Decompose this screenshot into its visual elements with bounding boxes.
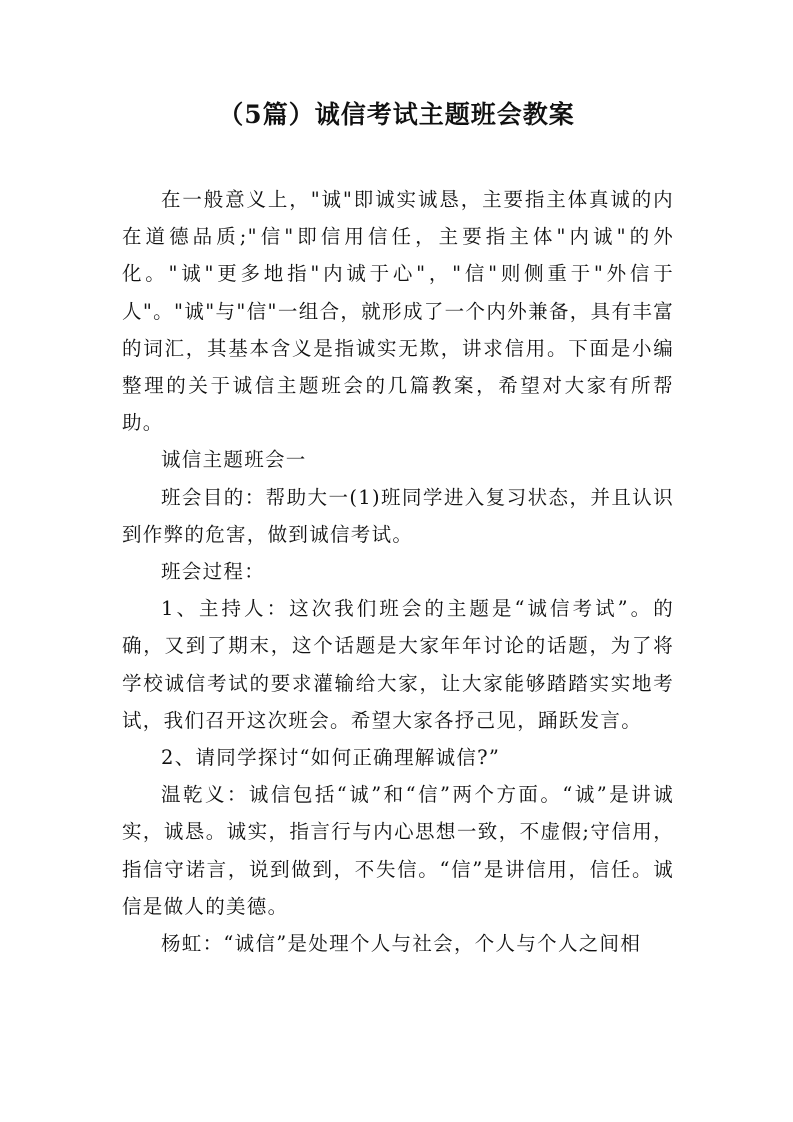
speaker-paragraph: 杨虹：“诚信”是处理个人与社会，个人与个人之间相 bbox=[161, 932, 642, 956]
meeting-purpose-paragraph: 班会目的：帮助大一(1)班同学进入复习状态，并且认识到作弊的危害，做到诚信考试。 bbox=[122, 485, 674, 546]
speaker-paragraph: 温乾义：诚信包括“诚”和“信”两个方面。“诚”是讲诚实，诚恳。诚实，指言行与内心思想一致，不虚假;守信用，指信守诺言，说到做到，不失信。“信”是讲信用，信任。诚信是做人的美德。 bbox=[122, 783, 674, 918]
section-heading: 诚信主题班会一 bbox=[161, 448, 307, 472]
host-paragraph: 1、主持人：这次我们班会的主题是“诚信考试”。的确，又到了期末，这个话题是大家年年讨论的话题，为了将学校诚信考试的要求灌输给大家，让大家能够踏踏实实地考试，我们召开这次班会。希望大家各抒己见，踊跃发言。 bbox=[122, 597, 674, 732]
discussion-prompt-paragraph: 2、请同学探讨“如何正确理解诚信?” bbox=[161, 746, 501, 770]
meeting-process-label: 班会过程： bbox=[161, 560, 266, 584]
document-body bbox=[122, 181, 674, 962]
document-title: （5篇）诚信考试主题班会教案 bbox=[218, 100, 575, 129]
intro-paragraph: 在一般意义上，"诚"即诚实诚恳，主要指主体真诚的内在道德品质;"信"即信用信任，主要指主体"内诚"的外化。"诚"更多地指"内诚于心"，"信"则侧重于"外信于人"。"诚"与"信"一组合，就形成了一个内外兼备，具有丰富的词汇，其基本含义是指诚实无欺，讲求信用。下面是小编整理的关于诚信主题班会的几篇教案，希望对大家有所帮助。 bbox=[122, 188, 674, 435]
